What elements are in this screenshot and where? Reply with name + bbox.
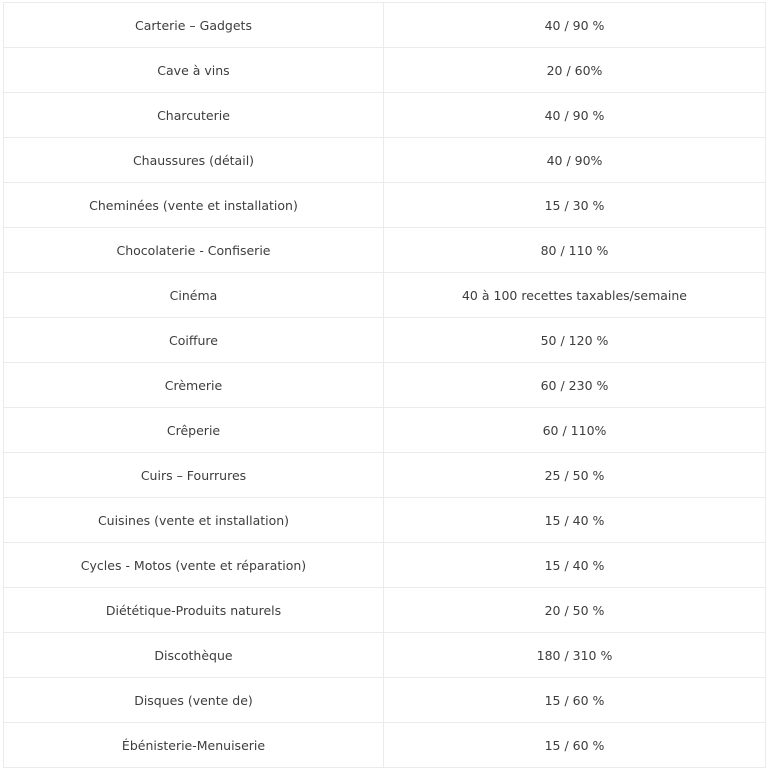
value-cell: 20 / 50 % bbox=[384, 588, 766, 633]
table-row bbox=[4, 3, 766, 48]
value-cell: 15 / 60 % bbox=[384, 723, 766, 768]
table-row bbox=[4, 363, 766, 408]
activity-cell: Cuirs – Fourrures bbox=[4, 453, 384, 498]
table-row bbox=[4, 273, 766, 318]
table-row bbox=[4, 633, 766, 678]
table-row bbox=[4, 453, 766, 498]
value-cell: 60 / 110% bbox=[384, 408, 766, 453]
activity-cell: Chaussures (détail) bbox=[4, 138, 384, 183]
table-row bbox=[4, 723, 766, 768]
table-row bbox=[4, 498, 766, 543]
activity-cell: Discothèque bbox=[4, 633, 384, 678]
value-cell: 20 / 60% bbox=[384, 48, 766, 93]
activity-cell: Charcuterie bbox=[4, 93, 384, 138]
activity-cell: Cinéma bbox=[4, 273, 384, 318]
activity-cell: Cheminées (vente et installation) bbox=[4, 183, 384, 228]
table-row bbox=[4, 93, 766, 138]
table-row bbox=[4, 48, 766, 93]
table-row bbox=[4, 318, 766, 363]
value-cell: 15 / 60 % bbox=[384, 678, 766, 723]
activity-cell: Diététique-Produits naturels bbox=[4, 588, 384, 633]
activity-cell: Crêperie bbox=[4, 408, 384, 453]
table-row bbox=[4, 543, 766, 588]
valuation-table-container bbox=[3, 2, 765, 768]
valuation-table bbox=[3, 2, 766, 768]
table-row bbox=[4, 678, 766, 723]
activity-cell: Cave à vins bbox=[4, 48, 384, 93]
value-cell: 15 / 40 % bbox=[384, 498, 766, 543]
table-row bbox=[4, 183, 766, 228]
table-row bbox=[4, 408, 766, 453]
value-cell: 25 / 50 % bbox=[384, 453, 766, 498]
activity-cell: Cuisines (vente et installation) bbox=[4, 498, 384, 543]
value-cell: 15 / 40 % bbox=[384, 543, 766, 588]
activity-cell: Crèmerie bbox=[4, 363, 384, 408]
value-cell: 80 / 110 % bbox=[384, 228, 766, 273]
value-cell: 60 / 230 % bbox=[384, 363, 766, 408]
value-cell: 40 / 90 % bbox=[384, 3, 766, 48]
table-row bbox=[4, 138, 766, 183]
activity-cell: Carterie – Gadgets bbox=[4, 3, 384, 48]
activity-cell: Cycles - Motos (vente et réparation) bbox=[4, 543, 384, 588]
value-cell: 180 / 310 % bbox=[384, 633, 766, 678]
activity-cell: Ébénisterie-Menuiserie bbox=[4, 723, 384, 768]
value-cell: 50 / 120 % bbox=[384, 318, 766, 363]
value-cell: 15 / 30 % bbox=[384, 183, 766, 228]
value-cell: 40 à 100 recettes taxables/semaine bbox=[384, 273, 766, 318]
value-cell: 40 / 90% bbox=[384, 138, 766, 183]
activity-cell: Disques (vente de) bbox=[4, 678, 384, 723]
table-row bbox=[4, 588, 766, 633]
activity-cell: Chocolaterie - Confiserie bbox=[4, 228, 384, 273]
activity-cell: Coiffure bbox=[4, 318, 384, 363]
value-cell: 40 / 90 % bbox=[384, 93, 766, 138]
table-row bbox=[4, 228, 766, 273]
